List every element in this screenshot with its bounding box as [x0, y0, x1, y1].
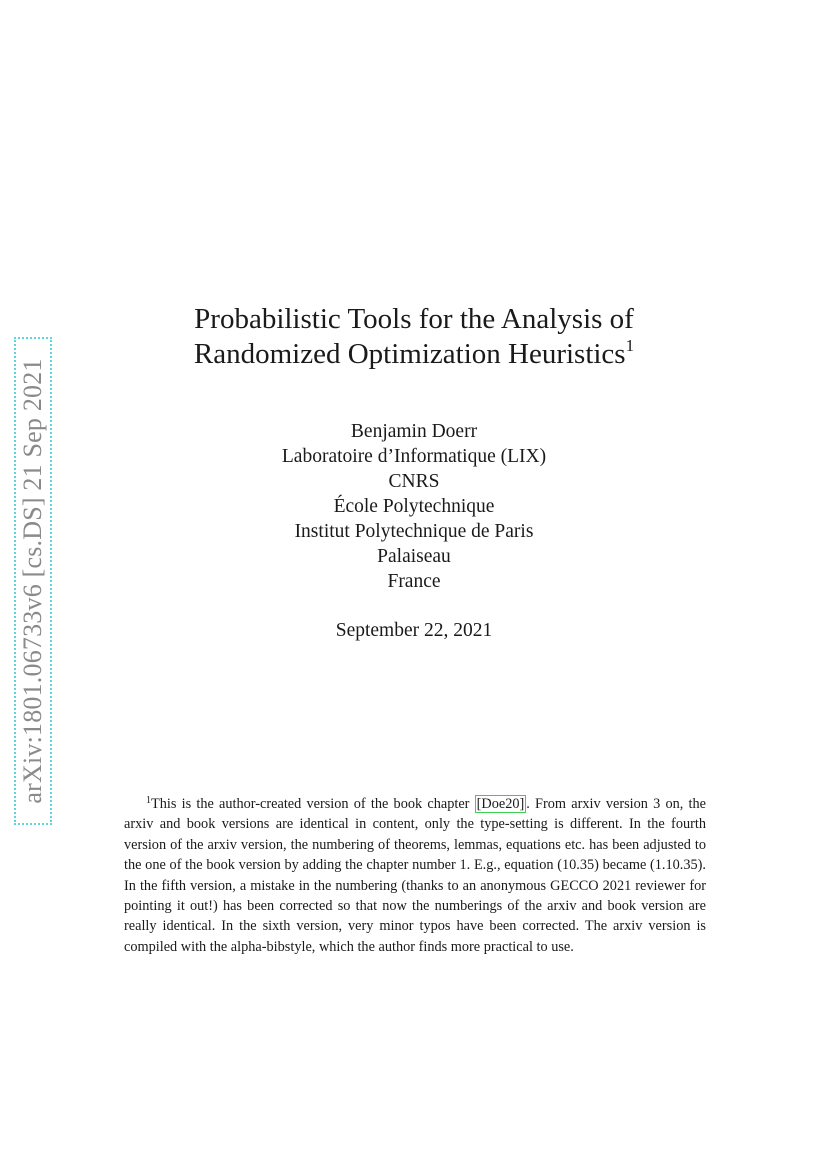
paper-date: September 22, 2021 [335, 620, 493, 641]
title-line-2-text: Randomized Optimization Heuristics [193, 338, 626, 370]
title-line-2 [0, 337, 828, 372]
footnote-text-rest: . From arxiv version 3 on, the arxiv and book versions are identical in content, only the type-setting is different. In the fourth version of the arxiv version, the numbering of theorems, lemmas, equations etc. has been adjusted to the one of the book version by adding the chapter number 1. E.g., equation (10.35) became (1.10.35). In the fifth version, a mistake in the numbering (thanks to an anonymous GECCO 2021 reviewer for pointing it out!) has been corrected so that now the numberings of the arxiv and book version are really identical. In the sixth version, very minor typos have been corrected. The arxiv version is compiled with the alpha-bibstyle, which the author finds more practical to use. [124, 796, 707, 955]
author-affiliation-institute: Institut Polytechnique de Paris [294, 521, 534, 542]
author-city: Palaiseau [377, 546, 451, 567]
title-line-1: Probabilistic Tools for the Analysis of [194, 303, 634, 335]
footnote-mark: 1 [146, 795, 151, 806]
citation-link-doe20[interactable]: [Doe20] [476, 796, 525, 812]
footnote-text-start: This is the author-created version of the book chapter [151, 796, 475, 812]
title-footnote [124, 794, 706, 957]
paper-title [0, 302, 828, 372]
title-footnote-mark: 1 [625, 336, 635, 355]
arxiv-stamp-text: arXiv:1801.06733v6 [cs.DS] 21 Sep 2021 [18, 358, 47, 804]
author-affiliation-school: École Polytechnique [333, 496, 495, 517]
author-name: Benjamin Doerr [350, 421, 478, 442]
author-affiliation-lab: Laboratoire d’Informatique (LIX) [281, 446, 547, 467]
author-affiliation-cnrs: CNRS [388, 471, 440, 492]
author-country: France [387, 571, 441, 592]
author-block [0, 419, 828, 594]
